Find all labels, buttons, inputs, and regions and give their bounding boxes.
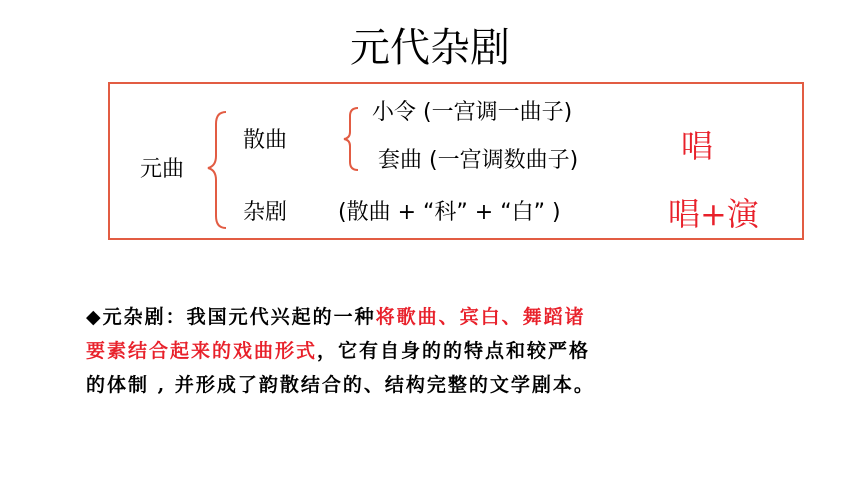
line2-highlight: 要素结合起来的戏曲形式 <box>86 340 318 362</box>
root-brace-icon <box>200 108 230 233</box>
definition-paragraph <box>86 300 786 402</box>
line1-highlight: 将歌曲、宾白、舞蹈诸 <box>375 306 586 328</box>
line2-text: ，它有自身的的特点和较严格 <box>317 340 591 362</box>
taoqu-item: 套曲 (一宫调数曲子) <box>378 148 579 173</box>
paragraph-line-1 <box>86 300 786 334</box>
paragraph-line-3: 的体制 , 并形成了韵散结合的、结构完整的文学剧本。 <box>86 374 595 396</box>
line1-text: ◆元杂剧：我国元代兴起的一种 <box>86 306 376 328</box>
xiaoling-item: 小令 (一宫调一曲子) <box>372 100 573 125</box>
paragraph-line-2 <box>86 334 786 368</box>
sanqu-term: 散曲 <box>243 128 288 153</box>
root-term: 元曲 <box>140 157 185 182</box>
zaju-term: 杂剧 <box>243 200 288 225</box>
sanqu-note: 唱 <box>681 127 714 165</box>
page-title: 元代杂剧 <box>350 25 510 71</box>
sanqu-brace-icon <box>338 104 362 174</box>
zaju-note: 唱+演 <box>668 195 759 233</box>
zaju-formula: (散曲 + “科” + “白” ) <box>338 200 561 225</box>
